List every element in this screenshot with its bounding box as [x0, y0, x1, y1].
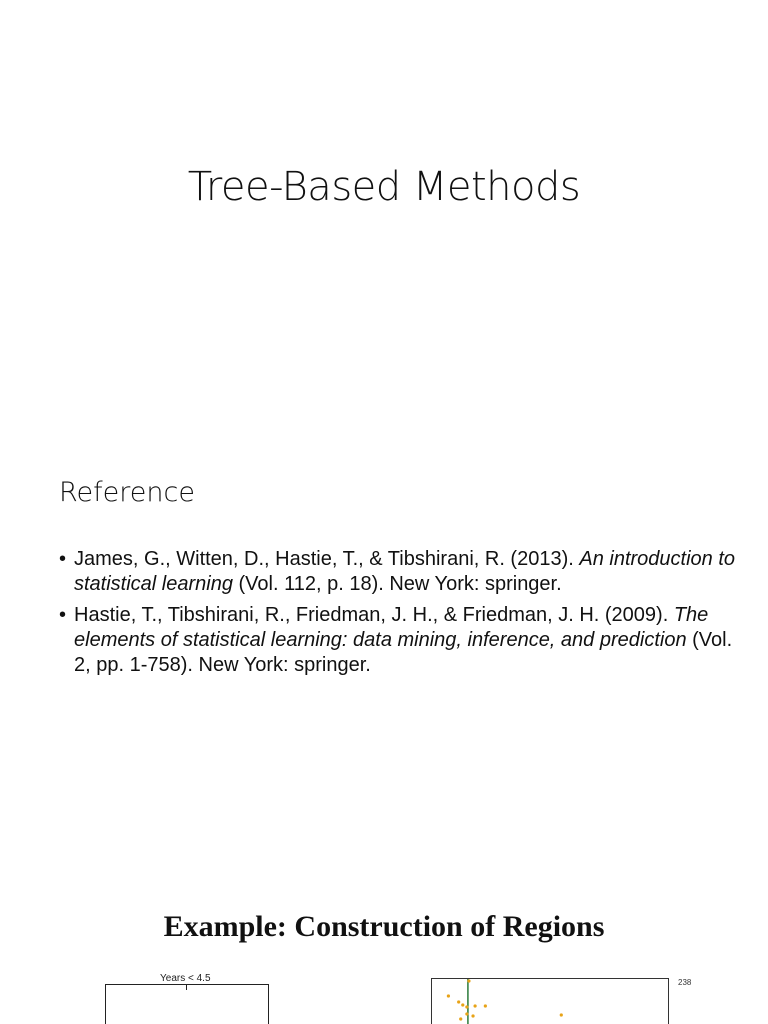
reference-details: (Vol. 112, p. 18). New York: springer.	[232, 573, 562, 595]
scatter-point	[457, 1000, 460, 1003]
tree-diagram-frame	[105, 984, 269, 1024]
bullet-icon: •	[59, 604, 67, 626]
reference-authors: James, G., Witten, D., Hastie, T., & Tibshirani, R. (2013).	[74, 548, 580, 570]
example-slide	[0, 880, 768, 1024]
tree-split-label: Years < 4.5	[160, 973, 211, 984]
reference-heading: Reference	[59, 477, 195, 508]
example-title: Example: Construction of Regions	[163, 910, 605, 943]
scatter-point	[560, 1013, 563, 1016]
scatter-point	[447, 994, 450, 997]
reference-details: (Vol. 2, pp. 1-758). New York: springer.	[74, 629, 733, 676]
scatter-point	[465, 1012, 468, 1015]
reference-item-1	[59, 547, 739, 597]
scatter-point	[484, 1004, 487, 1007]
reference-book-title: An introduction to statistical learning	[74, 548, 736, 595]
scatter-plot	[432, 979, 668, 1024]
scatter-point	[461, 1003, 464, 1006]
reference-authors: Hastie, T., Tibshirani, R., Friedman, J. H., & Friedman, J. H. (2009).	[74, 604, 674, 626]
title-slide	[0, 0, 768, 440]
scatter-point	[471, 1014, 474, 1017]
bullet-icon: •	[59, 548, 67, 570]
scatter-point	[459, 1017, 462, 1020]
scatter-y-label: 238	[678, 978, 692, 987]
reference-slide	[0, 440, 768, 880]
scatter-point	[465, 1005, 468, 1008]
scatter-point	[473, 1004, 476, 1007]
reference-item-2	[59, 603, 739, 678]
slide-title: Tree-Based Methods	[187, 164, 581, 210]
scatter-plot-frame	[431, 978, 669, 1024]
reference-list	[59, 547, 739, 684]
reference-book-title: The elements of statistical learning: data mining, inference, and prediction	[74, 604, 709, 651]
scatter-point	[467, 979, 470, 982]
